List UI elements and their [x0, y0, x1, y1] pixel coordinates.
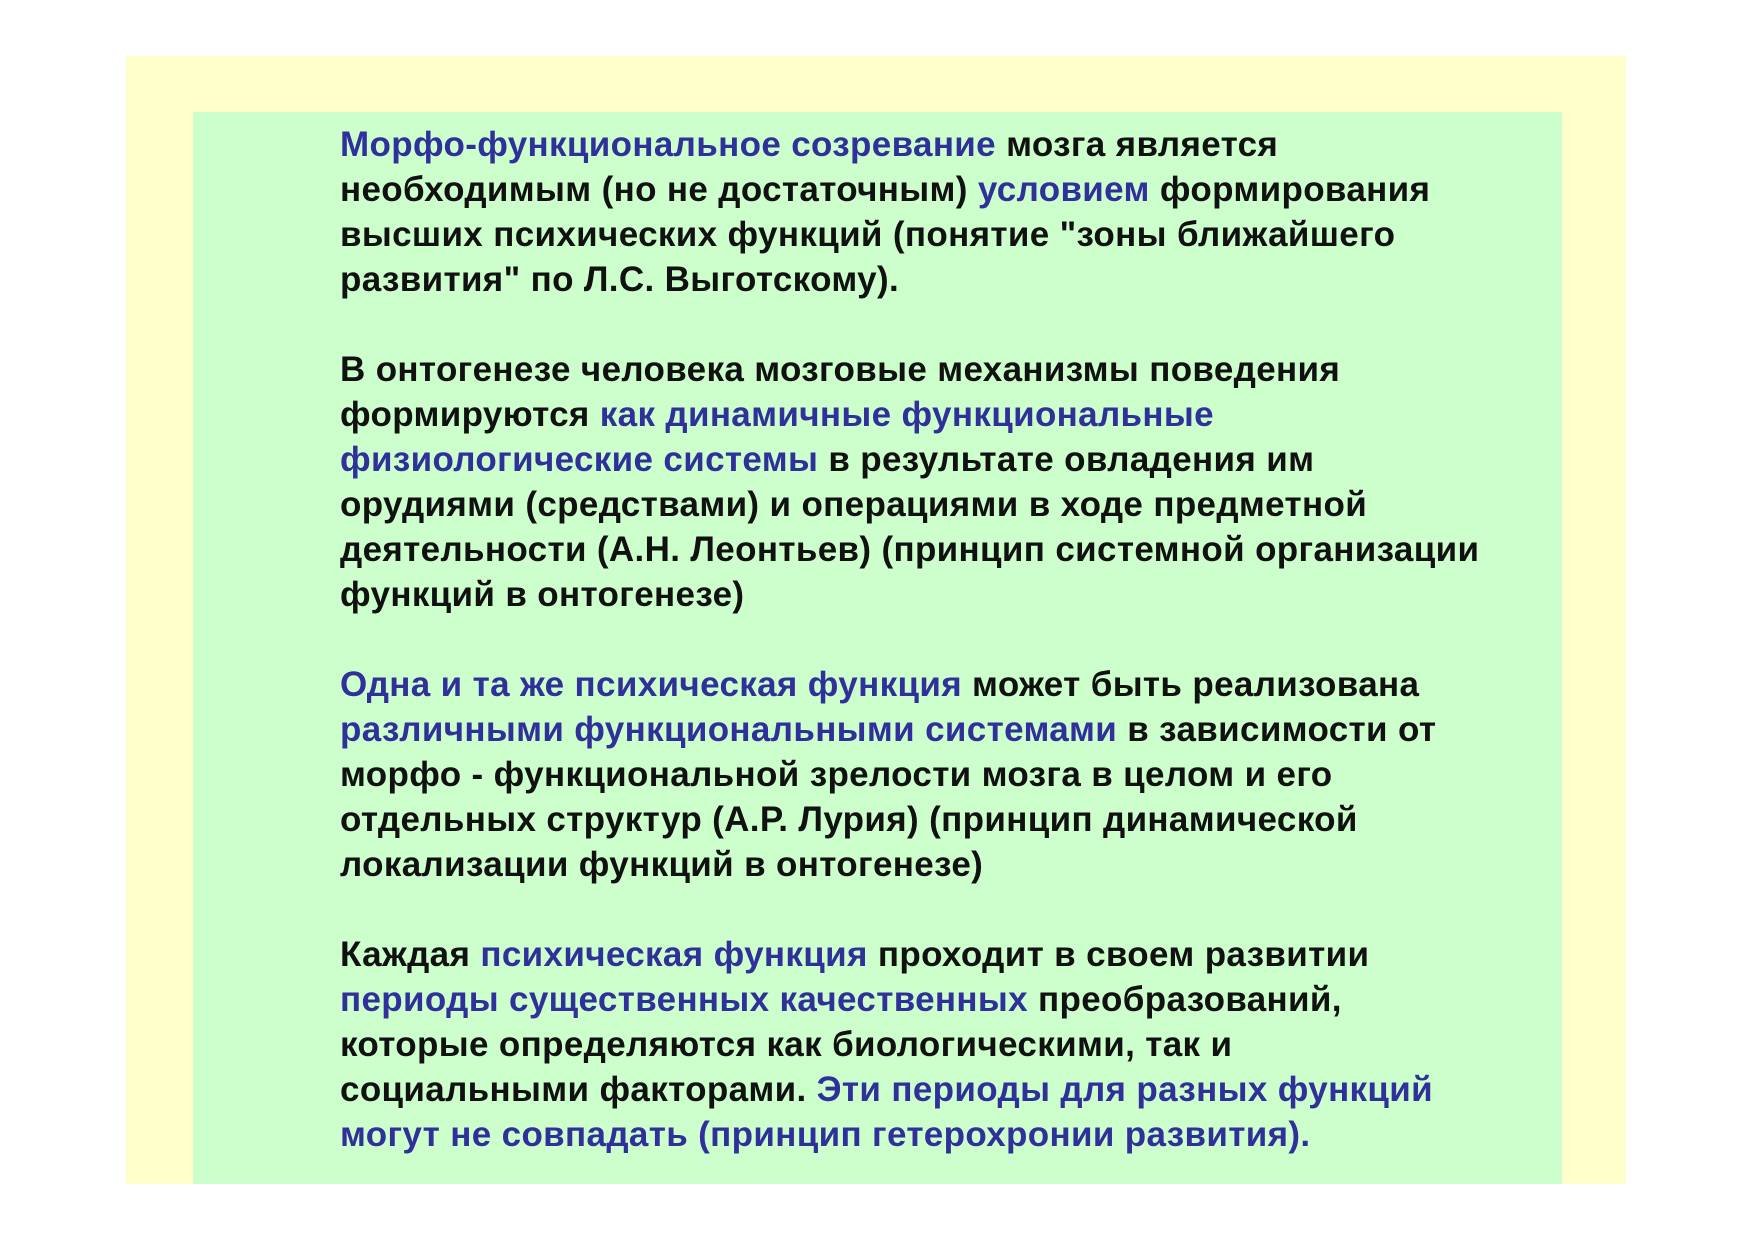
body-text: преобразований, — [1027, 980, 1342, 1019]
paragraph-maturation — [340, 122, 1556, 302]
body-text: Каждая — [340, 935, 481, 974]
body-text: развития" по Л.С. Выготскому). — [340, 260, 900, 299]
body-text: В онтогенезе человека мозговые механизмы поведения — [340, 350, 1341, 389]
body-text: высших психических функций (понятие "зоны ближайшего — [340, 215, 1396, 254]
highlighted-text: Эти периоды для разных функций — [816, 1070, 1434, 1109]
body-text: формируются — [340, 395, 600, 434]
body-text: функций в онтогенезе) — [340, 575, 745, 614]
body-text: в зависимости от — [1117, 710, 1437, 749]
body-text: формирования — [1149, 170, 1431, 209]
highlighted-text: условием — [977, 170, 1150, 209]
paragraph-heterochrony — [340, 932, 1556, 1157]
body-text: морфо - функциональной зрелости мозга в целом и его — [340, 755, 1333, 794]
highlighted-text: как динамичные функциональные — [599, 395, 1214, 434]
body-text: может быть реализована — [961, 665, 1420, 704]
body-text: орудиями (средствами) и операциями в ходе предметной — [340, 485, 1368, 524]
body-text: социальными факторами. — [340, 1070, 817, 1109]
highlighted-text: психическая функция — [480, 935, 868, 974]
body-text: мозга является — [996, 125, 1279, 164]
body-text: необходимым (но не достаточным) — [340, 170, 978, 209]
body-text: проходит в своем развитии — [867, 935, 1370, 974]
highlighted-text: Морфо-функциональное созревание — [340, 125, 996, 164]
body-text: в результате овладения им — [818, 440, 1315, 479]
highlighted-text: периоды существенных качественных — [340, 980, 1028, 1019]
body-text: деятельности (А.Н. Леонтьев) (принцип системной организации — [340, 530, 1480, 569]
paragraph-ontogenesis-mechanisms — [340, 347, 1556, 617]
highlighted-text: физиологические системы — [340, 440, 819, 479]
body-text: локализации функций в онтогенезе) — [340, 845, 984, 884]
highlighted-text: могут не совпадать (принцип гетерохронии развития). — [340, 1115, 1311, 1154]
slide-text-body — [340, 122, 1556, 1157]
highlighted-text: Одна и та же психическая функция — [340, 665, 962, 704]
paragraph-dynamic-localization — [340, 662, 1556, 887]
body-text: отдельных структур (А.Р. Лурия) (принцип динамической — [340, 800, 1358, 839]
highlighted-text: различными функциональными системами — [340, 710, 1118, 749]
body-text: которые определяются как биологическими, так и — [340, 1025, 1233, 1064]
